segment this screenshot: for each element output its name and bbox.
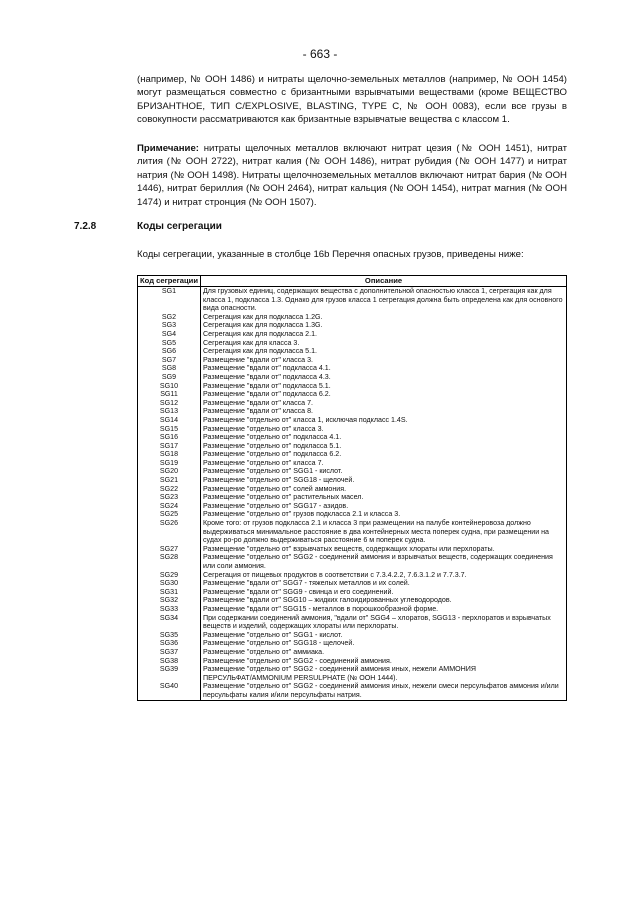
segregation-code: SG24 [138, 502, 201, 511]
table-row [138, 407, 567, 416]
table-row [138, 493, 567, 502]
segregation-description: Размещение "вдали от" SGG10 – жидких галоидированных углеводородов. [201, 596, 567, 605]
table-row [138, 442, 567, 451]
segregation-description: Размещение "вдали от" класса 8. [201, 407, 567, 416]
segregation-description: Размещение "отдельно от" взрывчатых веществ, содержащих хлораты или перхлораты. [201, 545, 567, 554]
segregation-code: SG26 [138, 519, 201, 545]
segregation-code: SG38 [138, 657, 201, 666]
table-header-row [138, 276, 567, 287]
segregation-description: Размещение "отдельно от" класса 1, исключая подкласс 1.4S. [201, 416, 567, 425]
segregation-code: SG9 [138, 373, 201, 382]
segregation-codes-table [137, 275, 567, 701]
segregation-code: SG6 [138, 347, 201, 356]
segregation-code: SG30 [138, 579, 201, 588]
segregation-code: SG15 [138, 425, 201, 434]
table-row [138, 390, 567, 399]
table-row [138, 459, 567, 468]
table-row [138, 639, 567, 648]
segregation-description: Сегрегация от пищевых продуктов в соответствии с 7.3.4.2.2, 7.6.3.1.2 и 7.7.3.7. [201, 571, 567, 580]
note-label: Примечание: [137, 143, 199, 154]
table-row [138, 519, 567, 545]
header-description: Описание [201, 276, 567, 287]
table-row [138, 579, 567, 588]
segregation-code: SG34 [138, 614, 201, 631]
table-row [138, 485, 567, 494]
segregation-description: Размещение "вдали от" класса 3. [201, 356, 567, 365]
segregation-description: Размещение "вдали от" SGG15 - металлов в порошкообразной форме. [201, 605, 567, 614]
segregation-code: SG36 [138, 639, 201, 648]
table-row [138, 605, 567, 614]
segregation-description: Размещение "вдали от" подкласса 4.3. [201, 373, 567, 382]
table-row [138, 657, 567, 666]
segregation-code: SG37 [138, 648, 201, 657]
segregation-description: Сегрегация как для подкласса 1.2G. [201, 313, 567, 322]
table-body [138, 287, 567, 701]
table-row [138, 373, 567, 382]
table-row [138, 571, 567, 580]
table-row [138, 287, 567, 313]
table-row [138, 313, 567, 322]
segregation-description: Размещение "отдельно от" SGG2 - соединений аммония иных, нежели АММОНИЯ ПЕРСУЛЬФАТ/AMMONIUM PERSULPHATE (№ ООН 1444). [201, 665, 567, 682]
table-row [138, 553, 567, 570]
table-row [138, 502, 567, 511]
page-number: - 663 - [302, 47, 338, 61]
note-paragraph [137, 142, 567, 209]
segregation-code: SG1 [138, 287, 201, 313]
segregation-description: Размещение "отдельно от" SGG1 - кислот. [201, 467, 567, 476]
segregation-code: SG13 [138, 407, 201, 416]
segregation-description: Размещение "отдельно от" аммиака. [201, 648, 567, 657]
segregation-description: Размещение "отдельно от" растительных масел. [201, 493, 567, 502]
segregation-description: Сегрегация как для подкласса 5.1. [201, 347, 567, 356]
table-row [138, 614, 567, 631]
segregation-description: Для грузовых единиц, содержащих вещества с дополнительной опасностью класса 1, сегрегация как для класса 1, подкласса 1.3. Однако для грузов класса 1 сегрегация должна быть определена как для основного вида опасности. [201, 287, 567, 313]
segregation-description: Размещение "отдельно от" класса 3. [201, 425, 567, 434]
table-row [138, 467, 567, 476]
table-row [138, 399, 567, 408]
segregation-code: SG18 [138, 450, 201, 459]
table-row [138, 364, 567, 373]
segregation-description: Размещение "вдали от" подкласса 4.1. [201, 364, 567, 373]
segregation-description: Кроме того: от грузов подкласса 2.1 и класса 3 при размещении на палубе контейнеровоза должно выдерживаться минимальное расстояние в два контейнерных места поперек судна, при размещении на судах ро-ро должно выдерживаться расстояние 6 м поперек судна. [201, 519, 567, 545]
note-text: нитраты щелочных металлов включают нитрат цезия (№ ООН 1451), нитрат лития (№ ООН 2722), нитрат калия (№ ООН 1486), нитрат рубидия (№ ООН 1477) и нитрат натрия (№ ООН 1498). Нитраты щелочноземельных металлов включают нитрат бария (№ ООН 1446), нитрат бериллия (№ ООН 2464), нитрат кальция (№ ООН 1454), нитрат магния (№ ООН 1474) и нитрат стронция (№ ООН 1507). [137, 143, 567, 208]
segregation-code: SG16 [138, 433, 201, 442]
table-row [138, 648, 567, 657]
segregation-code: SG23 [138, 493, 201, 502]
table-row [138, 476, 567, 485]
table-row [138, 588, 567, 597]
segregation-code: SG8 [138, 364, 201, 373]
segregation-code: SG35 [138, 631, 201, 640]
segregation-code: SG10 [138, 382, 201, 391]
segregation-code: SG20 [138, 467, 201, 476]
paragraph-nitrates: (например, № ООН 1486) и нитраты щелочно-земельных металлов (например, № ООН 1454) могут размещаться совместно с бризантными взрывчатыми веществами (кроме ВЕЩЕСТВО БРИЗАНТНОЕ, ТИП C/EXPLOSIVE, BLASTING, TYPE C, № ООН 0083), если все грузы в совокупности рассматриваются как бризантные взрывчатые вещества с классом 1. [137, 74, 567, 126]
segregation-description: Размещение "отдельно от" подкласса 4.1. [201, 433, 567, 442]
segregation-description: Сегрегация как для подкласса 2.1. [201, 330, 567, 339]
segregation-description: Сегрегация как для класса 3. [201, 339, 567, 348]
segregation-code: SG40 [138, 682, 201, 700]
segregation-description: Размещение "вдали от" подкласса 5.1. [201, 382, 567, 391]
segregation-code: SG12 [138, 399, 201, 408]
segregation-code: SG2 [138, 313, 201, 322]
table-row [138, 682, 567, 700]
section-title: Коды сегрегации [137, 221, 222, 232]
segregation-description: Размещение "отдельно от" подкласса 5.1. [201, 442, 567, 451]
segregation-code: SG7 [138, 356, 201, 365]
segregation-description: Размещение "вдали от" класса 7. [201, 399, 567, 408]
table-row [138, 356, 567, 365]
table-row [138, 347, 567, 356]
table-row [138, 416, 567, 425]
segregation-description: Размещение "вдали от" подкласса 6.2. [201, 390, 567, 399]
segregation-code: SG25 [138, 510, 201, 519]
segregation-description: Размещение "отдельно от" SGG2 - соединений аммония иных, нежели смеси персульфатов аммония и/или персульфаты калия и/или персульфаты натрия. [201, 682, 567, 700]
segregation-code: SG3 [138, 321, 201, 330]
segregation-code: SG33 [138, 605, 201, 614]
segregation-description: Размещение "отдельно от" SGG2 - соединений аммония и взрывчатых веществ, содержащих соединения или соли аммония. [201, 553, 567, 570]
segregation-code: SG32 [138, 596, 201, 605]
segregation-description: Размещение "отдельно от" SGG18 - щелочей. [201, 639, 567, 648]
table-row [138, 339, 567, 348]
table-row [138, 545, 567, 554]
segregation-description: При содержании соединений аммония, "вдали от" SGG4 – хлоратов, SGG13 - перхлоратов и взрывчатых веществ и изделий, содержащих хлораты или перхлораты. [201, 614, 567, 631]
segregation-code: SG5 [138, 339, 201, 348]
section-intro: Коды сегрегации, указанные в столбце 16b Перечня опасных грузов, приведены ниже: [137, 249, 524, 260]
segregation-description: Размещение "отдельно от" SGG2 - соединений аммония. [201, 657, 567, 666]
segregation-code: SG11 [138, 390, 201, 399]
segregation-code: SG29 [138, 571, 201, 580]
table-row [138, 382, 567, 391]
segregation-description: Размещение "вдали от" SGG9 - свинца и его соединений. [201, 588, 567, 597]
header-code: Код сегрегации [138, 276, 201, 287]
segregation-code: SG39 [138, 665, 201, 682]
segregation-code: SG22 [138, 485, 201, 494]
segregation-code: SG31 [138, 588, 201, 597]
segregation-code: SG14 [138, 416, 201, 425]
segregation-description: Размещение "отдельно от" грузов подкласса 2.1 и класса 3. [201, 510, 567, 519]
segregation-code: SG21 [138, 476, 201, 485]
table-row [138, 425, 567, 434]
table-row [138, 450, 567, 459]
table-row [138, 510, 567, 519]
segregation-description: Размещение "отдельно от" солей аммония. [201, 485, 567, 494]
table-row [138, 631, 567, 640]
segregation-code: SG28 [138, 553, 201, 570]
segregation-code: SG27 [138, 545, 201, 554]
table-row [138, 596, 567, 605]
segregation-code: SG4 [138, 330, 201, 339]
segregation-description: Размещение "отдельно от" подкласса 6.2. [201, 450, 567, 459]
table-row [138, 665, 567, 682]
table-row [138, 321, 567, 330]
section-number: 7.2.8 [74, 221, 97, 232]
segregation-description: Размещение "отдельно от" SGG17 - азидов. [201, 502, 567, 511]
segregation-description: Размещение "отдельно от" SGG1 - кислот. [201, 631, 567, 640]
segregation-description: Размещение "вдали от" SGG7 - тяжелых металлов и их солей. [201, 579, 567, 588]
segregation-description: Размещение "отдельно от" SGG18 - щелочей. [201, 476, 567, 485]
table-row [138, 330, 567, 339]
segregation-description: Размещение "отдельно от" класса 7. [201, 459, 567, 468]
segregation-code: SG19 [138, 459, 201, 468]
segregation-description: Сегрегация как для подкласса 1.3G. [201, 321, 567, 330]
segregation-code: SG17 [138, 442, 201, 451]
table-row [138, 433, 567, 442]
